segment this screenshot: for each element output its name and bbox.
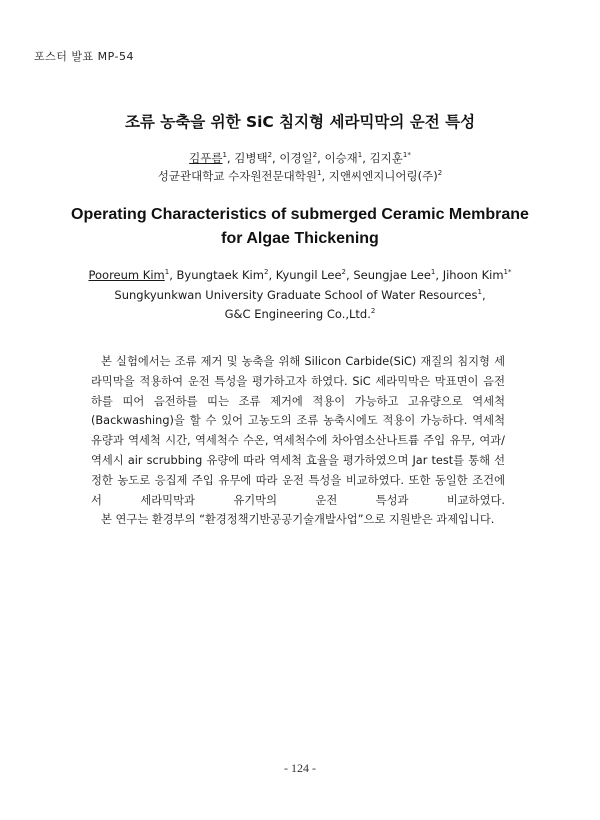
- page-number: - 124 -: [284, 761, 316, 775]
- affiliation-sup: 2: [437, 169, 443, 178]
- english-affiliations: [110, 286, 490, 324]
- author-sup: 1: [164, 268, 170, 277]
- author-sup: 2: [312, 151, 318, 160]
- affiliation-sup: 2: [370, 307, 376, 316]
- author-sup: 1: [222, 151, 227, 160]
- author-name: Jihoon Kim: [442, 268, 504, 282]
- author-name: 이승재: [324, 151, 358, 165]
- english-authors: Pooreum Kim$^1$, Byungtaek Kim$^2$, Kyungil Lee$^2$, Seungjae Lee$^1$, Jihoon Kim$^{1*}$: [88, 268, 512, 282]
- author-sup: 1: [430, 268, 436, 277]
- affiliation-sup: 1: [316, 169, 322, 178]
- author-name: Pooreum Kim: [88, 268, 165, 282]
- affiliation: 성균관대학교 수자원전문대학원: [157, 169, 317, 183]
- author-name: 김푸름: [189, 151, 223, 165]
- affiliation: Sungkyunkwan University Graduate School of Water Resources: [114, 288, 478, 302]
- english-title-line1: Operating Characteristics of submerged Ceramic Membrane: [71, 206, 529, 223]
- affiliation: , G&C Engineering Co.,Ltd.: [224, 288, 486, 321]
- english-title: [0, 203, 600, 251]
- korean-authors: 김푸름$^1$, 김병택$^2$, 이경일$^2$, 이승재$^1$, 김지훈$^{1*}$: [189, 151, 411, 165]
- session-tag: 포스터 발표 MP-54: [34, 50, 134, 63]
- korean-affiliations: 성균관대학교 수자원전문대학원$^1$, 지앤씨엔지니어링(주)$^2$: [157, 169, 443, 183]
- abstract-paragraph: 본 실험에서는 조류 제거 및 농축을 위해 Silicon Carbide(SiC) 재질의 침지형 세라믹막을 적용하여 운전 특성을 평가하고자 하였다. SiC 세라믹막은 막표면이 음전하를 띠어 음전하를 띠는 조류 제거에 적용이 가능하고 고유량으로 역세척(Backwashing)을 할 수 있어 고농도의 조류 농축시에도 적용이 가능하다. 역세척 유량과 역세척 시간, 역세척수 수온, 역세척수에 차아염소산나트륨 주입 유무, 여과/역세시 air scrubbing 유량에 따라 역세척 효율을 평가하였으며 Jar test를 통해 선정한 농도로 응집제 주입 유무에 따라 운전 특성을 비교하였다. 또한 동일한 조건에서 세라믹막과 유기막의 운전 특성과 비교하였다.: [91, 355, 505, 507]
- abstract: [91, 352, 505, 530]
- affiliation-sup: 1: [477, 288, 482, 297]
- english-title-line2: for Algae Thickening: [221, 230, 379, 247]
- author-name: 이경일: [279, 151, 313, 165]
- funding-note: 본 연구는 환경부의 “환경정책기반공공기술개발사업”으로 지원받은 과제입니다.: [101, 513, 495, 527]
- author-name: 김지훈: [369, 151, 403, 165]
- author-sup: 2: [267, 151, 273, 160]
- author-sup: 2: [263, 268, 269, 277]
- affiliation: 지앤씨엔지니어링(주): [328, 169, 438, 183]
- author-name: Kyungil Lee: [275, 268, 342, 282]
- author-sup: 2: [341, 268, 347, 277]
- author-sup: 1: [357, 151, 363, 160]
- korean-title: 조류 농축을 위한 SiC 침지형 세라믹막의 운전 특성: [124, 113, 476, 131]
- author-name: 김병택: [234, 151, 268, 165]
- author-name: Seungjae Lee: [353, 268, 431, 282]
- author-sup: 1*: [503, 268, 512, 277]
- author-sup: 1*: [402, 151, 411, 160]
- author-name: Byungtaek Kim: [176, 268, 264, 282]
